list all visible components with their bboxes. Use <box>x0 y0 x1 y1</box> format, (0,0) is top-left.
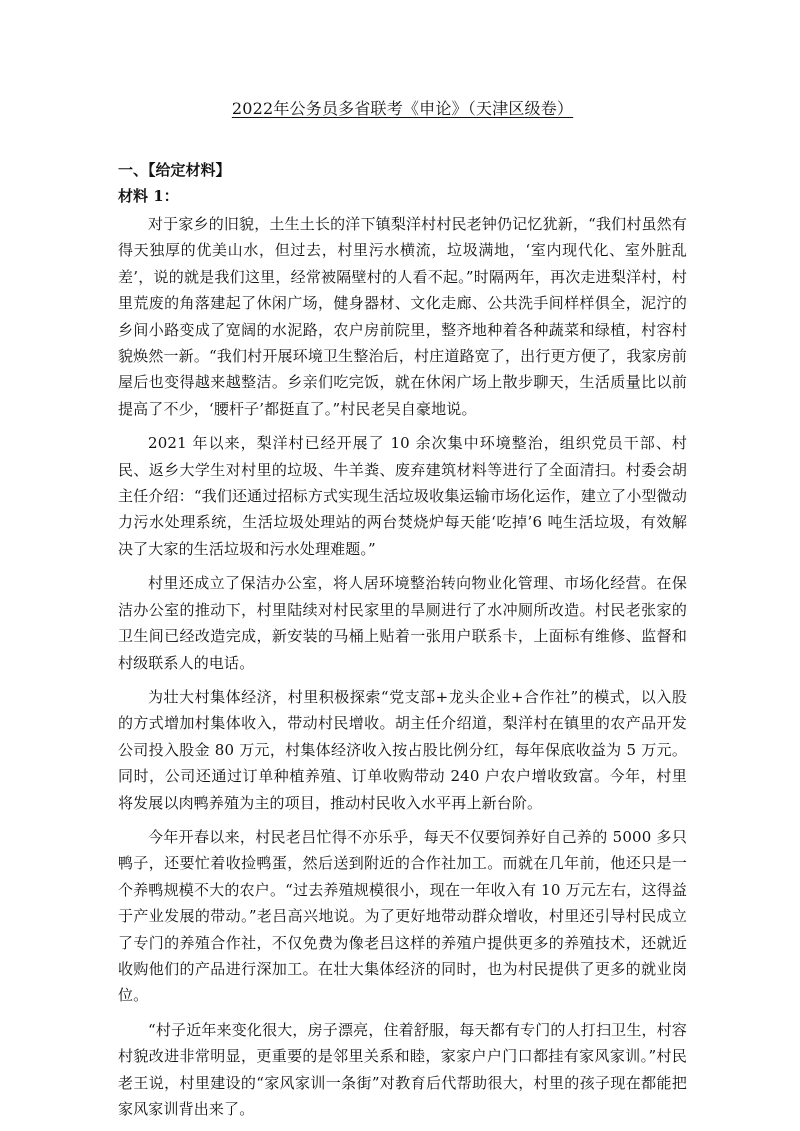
paragraph-6: “村子近年来变化很大，房子漂亮，住着舒服，每天都有专门的人打扫卫生，村容村貌改进非常明显，更重要的是邻里关系和睦，家家户户门口都挂有家风家训。”村民老王说，村里建设的“家风家训一条街”对教育后代帮助很大，村里的孩子现在都能把家风家训背出来了。 <box>118 1020 687 1118</box>
paragraph-1: 对于家乡的旧貌，土生土长的洋下镇梨洋村村民老钟仍记忆犹新，“我们村虽然有得天独厚的优美山水，但过去，村里污水横流，垃圾满地，‘室内现代化、室外脏乱差’，说的就是我们这里，经常被隔壁村的人看不起。”时隔两年，再次走进梨洋村，村里荒废的角落建起了休闲广场，健身器材、文化走廊、公共洗手间样样俱全，泥泞的乡间小路变成了宽阔的水泥路，农户房前院里，整齐地种着各种蔬菜和绿植，村容村貌焕然一新。“我们村开展环境卫生整治后，村庄道路宽了，出行更方便了，我家房前屋后也变得越来越整洁。乡亲们吃完饭，就在休闲广场上散步聊天，生活质量比以前提高了不少，‘腰杆子’都挺直了。”村民老吴自豪地说。 <box>118 215 687 418</box>
paragraph-5: 今年开春以来，村民老吕忙得不亦乐乎，每天不仅要饲养好自己养的 5000 多只鸭子，还要忙着收捡鸭蛋，然后送到附近的合作社加工。而就在几年前，他还只是一个养鸭规模不大的农户。“过去养殖规模很小，现在一年收入有 10 万元左右，这得益于产业发展的带动。”老吕高兴地说。为了更好地带动群众增收，村里还引导村民成立了专门的养殖合作社，不仅免费为像老吕这样的养殖户提供更多的养殖技术，还就近收购他们的产品进行深加工。在壮大集体经济的同时，也为村民提供了更多的就业岗位。 <box>118 827 687 1005</box>
material-heading: 材料 1： <box>118 187 179 205</box>
document-title: 2022年公务员多省联考《申论》（天津区级卷） <box>231 99 574 118</box>
paragraph-4: 为壮大村集体经济，村里积极探索“党支部+龙头企业+合作社”的模式，以入股的方式增加村集体收入，带动村民增收。胡主任介绍道，梨洋村在镇里的农产品开发公司投入股金 80 万元，村集体经济收入按占股比例分红，每年保底收益为 5 万元。同时，公司还通过订单种植养殖、订单收购带动 240 户农户增收致富。今年，村里将发展以肉鸭养殖为主的项目，推动村民收入水平再上新台阶。 <box>118 687 687 812</box>
paragraph-2: 2021 年以来，梨洋村已经开展了 10 余次集中环境整治，组织党员干部、村民、返乡大学生对村里的垃圾、牛羊粪、废弃建筑材料等进行了全面清扫。村委会胡主任介绍：“我们还通过招标方式实现生活垃圾收集运输市场化运作，建立了小型微动力污水处理系统，生活垃圾处理站的两台焚烧炉每天能‘吃掉’6 吨生活垃圾，有效解决了大家的生活垃圾和污水处理难题。” <box>118 434 687 558</box>
section-heading: 一、【给定材料】 <box>118 161 231 179</box>
paragraph-3: 村里还成立了保洁办公室，将人居环境整治转向物业化管理、市场化经营。在保洁办公室的推动下，村里陆续对村民家里的旱厕进行了水冲厕所改造。村民老张家的卫生间已经改造完成，新安装的马桶上贴着一张用户联系卡，上面标有维修、监督和村级联系人的电话。 <box>118 574 687 672</box>
